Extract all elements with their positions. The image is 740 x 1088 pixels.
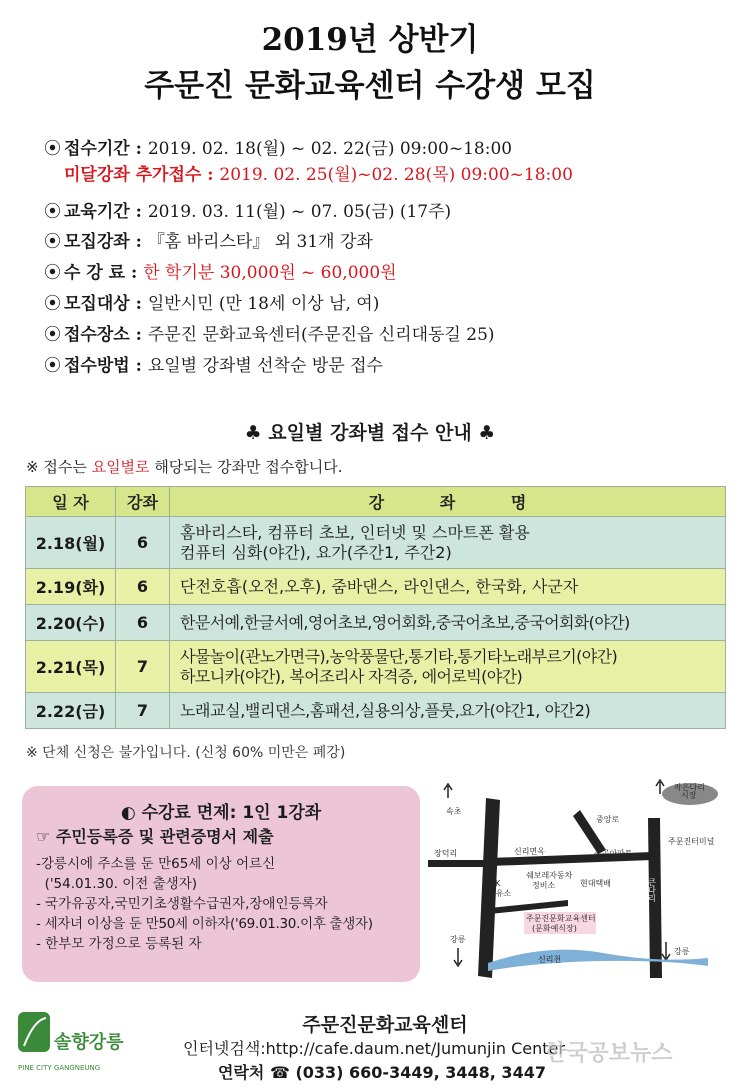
info-additional-reception xyxy=(64,164,740,186)
table-row xyxy=(26,641,726,693)
map-label: 주공아파트 xyxy=(594,849,633,858)
row-lectures xyxy=(170,569,726,605)
info-label: 접수기간 : xyxy=(64,139,148,159)
map-label: 작은다리 xyxy=(674,783,705,792)
side-road xyxy=(490,900,568,914)
table-row xyxy=(26,693,726,729)
bullet-icon: ⦿ xyxy=(44,356,61,376)
info-label: 모집강좌 : xyxy=(64,232,148,252)
info-value: 일반시민 (만 18세 이상 남, 여) xyxy=(147,294,380,314)
header-count: 강좌 xyxy=(116,487,170,517)
schedule-footnote: ※ 단체 신청은 불가입니다. (신청 60% 미만은 폐강) xyxy=(26,745,346,761)
lecture-line: 사물놀이(관노가면극),농악풍물단,통기타,통기타노래부르기(야간) xyxy=(180,646,618,666)
info-label: 접수방법 : xyxy=(64,356,148,376)
lecture-line: 노래교실,밸리댄스,홈패션,실용의상,플룻,요가(야간1, 야간2) xyxy=(180,700,591,720)
table-row xyxy=(26,605,726,641)
table-row xyxy=(26,517,726,569)
info-value: 2019. 02. 18(월) ~ 02. 22(금) 09:00~18:00 xyxy=(147,139,513,159)
map-label: 주문진터미널 xyxy=(668,837,715,846)
map-label: 주유소 xyxy=(488,889,512,898)
info-fee xyxy=(44,262,724,284)
map-label: 정비소 xyxy=(532,881,556,890)
title-line-1: 2019년 상반기 xyxy=(261,22,479,58)
bullet-icon: ⦿ xyxy=(44,202,61,222)
gukdo-road xyxy=(478,798,500,978)
table-row xyxy=(26,569,726,605)
bullet-icon: ⦿ xyxy=(44,263,61,283)
schedule-table xyxy=(25,486,726,729)
bullet-icon: ⦿ xyxy=(44,294,61,314)
map-label: SK xyxy=(490,879,501,888)
fee-exemption-box xyxy=(22,786,420,982)
info-place xyxy=(44,324,724,346)
row-date: 2.21(목) xyxy=(26,641,116,693)
info-label: 미달강좌 추가접수 : xyxy=(64,165,220,185)
header-lectures: 강 좌 명 xyxy=(170,487,726,517)
list-item: - 세자녀 이상을 둔 만50세 이하자('69.01.30.이후 출생자) xyxy=(36,916,373,932)
map-label: 중앙로 xyxy=(596,815,620,824)
exemption-heading: ◐ 수강료 면제: 1인 1강좌 xyxy=(120,803,322,823)
map-label: 큰다리 xyxy=(647,878,657,902)
info-value: 요일별 강좌별 선착순 방문 접수 xyxy=(147,356,383,376)
row-lectures xyxy=(170,517,726,569)
south-arrow-icon xyxy=(454,948,462,966)
info-value: 2019. 03. 11(월) ~ 07. 05(금) (17주) xyxy=(147,202,452,222)
bullet-icon: ⦿ xyxy=(44,232,61,252)
list-item: -강릉시에 주소를 둔 만65세 이상 어르신 xyxy=(36,856,276,872)
info-education-period xyxy=(44,201,724,223)
row-count: 7 xyxy=(116,641,170,693)
row-count: 6 xyxy=(116,517,170,569)
list-item: ('54.01.30. 이전 출생자) xyxy=(36,876,198,892)
row-date: 2.19(화) xyxy=(26,569,116,605)
row-count: 6 xyxy=(116,605,170,641)
schedule-heading: ♣ 요일별 강좌별 접수 안내 ♣ xyxy=(244,422,496,444)
logo-text: 솔향강릉 xyxy=(54,1032,124,1053)
footer-web: 인터넷검색:http://cafe.daum.net/Jumunjin Center xyxy=(183,1039,565,1058)
bullet-icon: ⦿ xyxy=(44,139,61,159)
title-line-2: 주문진 문화교육센터 수강생 모집 xyxy=(144,68,596,104)
row-lectures xyxy=(170,693,726,729)
info-courses xyxy=(44,231,724,253)
map-label: 현대택배 xyxy=(580,879,611,888)
lecture-line: 컴퓨터 심화(야간), 요가(주간1, 주간2) xyxy=(180,542,452,562)
info-method xyxy=(44,355,724,377)
map-label: 강릉 xyxy=(674,947,690,956)
note-suffix: 해당되는 강좌만 접수합니다. xyxy=(149,458,343,476)
info-label: 수 강 료 : xyxy=(64,263,144,283)
row-count: 7 xyxy=(116,693,170,729)
map-label: 쉐보레자동차 xyxy=(526,871,573,880)
note-prefix: ※ 접수는 xyxy=(26,458,92,476)
map-label: 시장 xyxy=(681,791,697,800)
info-value: 주문진 문화교육센터(주문진읍 신리대동길 25) xyxy=(147,325,495,345)
map-label: (문화예식장) xyxy=(532,924,577,933)
info-value: 『홈 바리스타』 외 31개 강좌 xyxy=(147,232,373,252)
row-date: 2.18(월) xyxy=(26,517,116,569)
map-label: 속초 xyxy=(446,807,462,816)
road-left xyxy=(428,860,488,867)
row-count: 6 xyxy=(116,569,170,605)
map-label: 신리면옥 xyxy=(514,847,545,856)
footer-tel: 연락처 ☎ (033) 660-3449, 3448, 3447 xyxy=(218,1063,546,1082)
info-target xyxy=(44,293,724,315)
lecture-line: 하모니카(야간), 복어조리사 자격증, 에어로빅(야간) xyxy=(180,666,523,686)
header-date: 일 자 xyxy=(26,487,116,517)
watermark: 한국공보뉴스 xyxy=(545,1041,673,1066)
row-date: 2.20(수) xyxy=(26,605,116,641)
table-header-row xyxy=(26,487,726,517)
exemption-sub: ☞ 주민등록증 및 관련증명서 제출 xyxy=(36,827,274,846)
list-item: - 한부모 가정으로 등록된 자 xyxy=(36,936,202,952)
row-lectures xyxy=(170,641,726,693)
south-arrow-icon xyxy=(662,942,670,960)
info-value: 2019. 02. 25(월)~02. 28(목) 09:00~18:00 xyxy=(219,165,573,185)
bullet-icon: ⦿ xyxy=(44,325,61,345)
info-value: 한 학기분 30,000원 ~ 60,000원 xyxy=(143,263,397,283)
info-label: 접수장소 : xyxy=(64,325,148,345)
footer-org: 주문진문화교육센터 xyxy=(302,1014,468,1036)
info-label: 모집대상 : xyxy=(64,294,148,314)
row-lectures xyxy=(170,605,726,641)
map-label: 장덕리 xyxy=(434,849,458,858)
map-label: 강릉 xyxy=(450,935,466,944)
note-highlight: 요일별로 xyxy=(91,458,150,476)
lecture-line: 홈바리스타, 컴퓨터 초보, 인터넷 및 스마트폰 활용 xyxy=(180,522,530,542)
schedule-note xyxy=(26,456,343,477)
exemption-list xyxy=(36,854,373,954)
row-date: 2.22(금) xyxy=(26,693,116,729)
north-arrow-icon xyxy=(444,784,452,798)
map-label: 주문진문화교육센터 xyxy=(526,914,596,923)
map-label: 국도 xyxy=(469,884,479,900)
map-label: 신리천 xyxy=(538,955,562,964)
list-item: - 국가유공자,국민기초생활수급권자,장애인등록자 xyxy=(36,896,328,912)
info-reception-period xyxy=(44,138,724,160)
logo-subtext: PINE CITY GANGNEUNG xyxy=(18,1064,101,1072)
lecture-line: 한문서예,한글서예,영어초보,영어회화,중국어초보,중국어회화(야간) xyxy=(180,612,630,632)
location-map xyxy=(428,778,728,988)
lecture-line: 단전호흡(오전,오후), 줌바댄스, 라인댄스, 한국화, 사군자 xyxy=(180,576,579,596)
info-label: 교육기간 : xyxy=(64,202,148,222)
